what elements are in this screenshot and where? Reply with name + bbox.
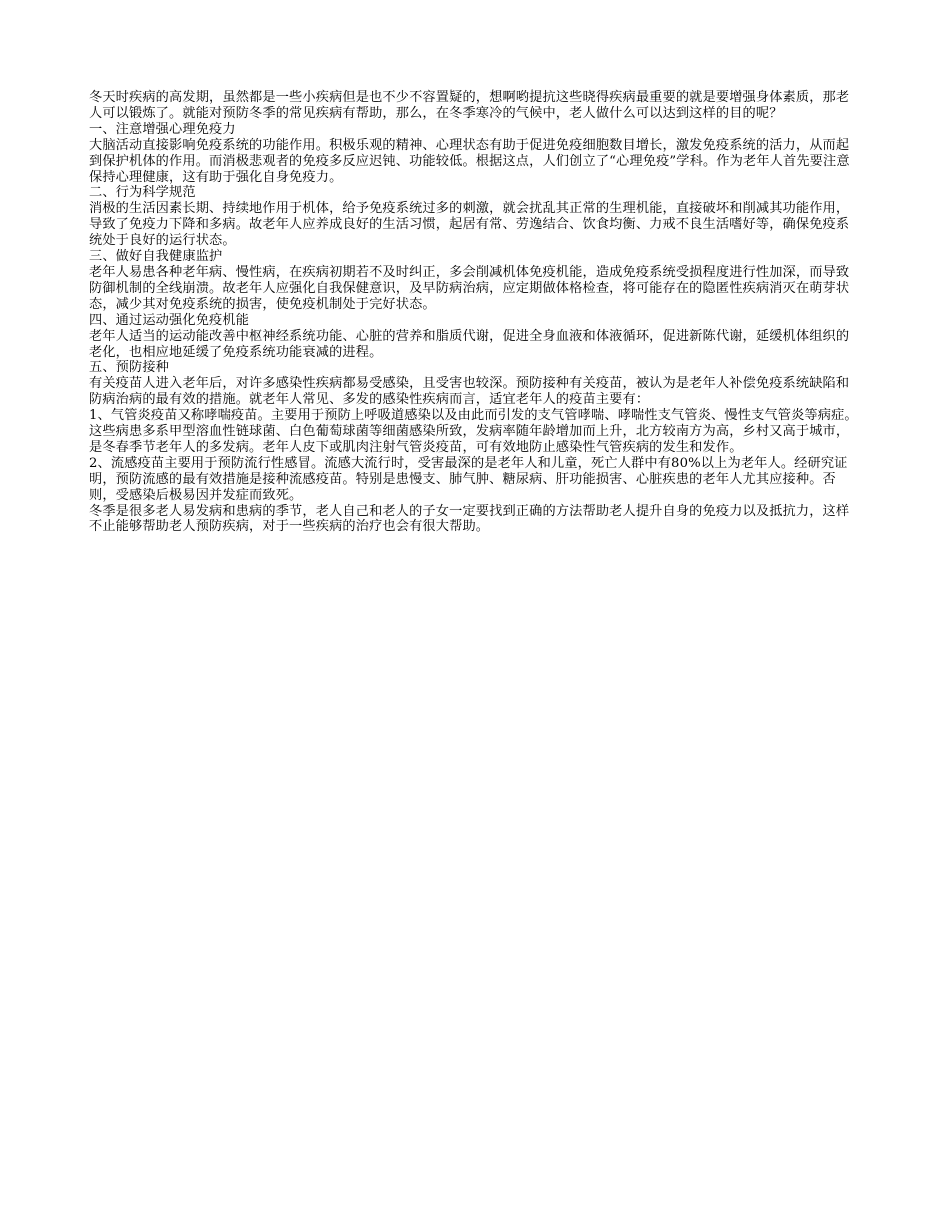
vaccine-item-2: 2、流感疫苗主要用于预防流行性感冒。流感大流行时，受害最深的是老年人和儿童，死亡人群中有80%以上为老年人。经研究证明，预防流感的最有效措施是接种流感疫苗。特别是患慢支、肺气肿、糖尿病、肝功能损害、心脏疾患的老年人尤其应接种。否则，受感染后极易因并发症而致死。 — [89, 455, 848, 503]
section-body-4: 老年人适当的运动能改善中枢神经系统功能、心脏的营养和脂质代谢，促进全身血液和体液循环，促进新陈代谢，延缓机体组织的老化，也相应地延缓了免疫系统功能衰减的进程。 — [89, 328, 850, 360]
section-body-3: 老年人易患各种老年病、慢性病，在疾病初期若不及时纠正，多会削减机体免疫机能，造成免疫系统受损程度进行性加深，而导致防御机制的全线崩溃。故老年人应强化自我保健意识，及早防病治病，应定期做体格检查，将可能存在的隐匿性疾病消灭在萌芽状态，减少其对免疫系统的损害，使免疫机制处于完好状态。 — [89, 264, 850, 312]
section-heading-4: 四、通过运动强化免疫机能 — [89, 312, 250, 328]
intro-paragraph: 冬天时疾病的高发期，虽然都是一些小疾病但是也不少不容置疑的，想啊哟提抗这些晓得疾病最重要的就是要增强身体素质，那老人可以锻炼了。就能对预防冬季的常见疾病有帮助，那么，在冬季寒冷的气候中，老人做什么可以达到这样的目的呢？ — [89, 90, 850, 121]
section-heading-1: 一、注意增强心理免疫力 — [89, 121, 236, 137]
section-heading-5: 五、预防接种 — [89, 360, 170, 376]
vaccine-item-1: 1、气管炎疫苗又称哮喘疫苗。主要用于预防上呼吸道感染以及由此而引发的支气管哮喘、哮喘性支气管炎、慢性支气管炎等病症。这些病患多系甲型溶血性链球菌、白色葡萄球菌等细菌感染所致，发病率随年龄增加而上升，北方较南方为高，乡村又高于城市，是冬春季节老年人的多发病。老年人皮下或肌肉注射气管炎疫苗，可有效地防止感染性气管疾病的发生和发作。 — [89, 408, 858, 455]
document-body — [89, 90, 861, 535]
section-body-2: 消极的生活因素长期、持续地作用于机体，给予免疫系统过多的刺激，就会扰乱其正常的生理机能，直接破坏和削减其功能作用，导致了免疫力下降和多病。故老年人应养成良好的生活习惯，起居有常、劳逸结合、饮食均衡、力戒不良生活嗜好等，确保免疫系统处于良好的运行状态。 — [89, 201, 850, 249]
section-body-5: 有关疫苗人进入老年后，对许多感染性疾病都易受感染，且受害也较深。预防接种有关疫苗，被认为是老年人补偿免疫系统缺陷和防病治病的最有效的措施。就老年人常见、多发的感染性疾病而言，适宜老年人的疫苗主要有： — [89, 376, 850, 408]
closing-paragraph: 冬季是很多老人易发病和患病的季节，老人自己和老人的子女一定要找到正确的方法帮助老人提升自身的免疫力以及抵抗力，这样不止能够帮助老人预防疾病，对于一些疾病的治疗也会有很大帮助。 — [89, 503, 850, 535]
section-heading-2: 二、行为科学规范 — [89, 185, 196, 201]
section-heading-3: 三、做好自我健康监护 — [89, 249, 223, 265]
section-body-1: 大脑活动直接影响免疫系统的功能作用。积极乐观的精神、心理状态有助于促进免疫细胞数目增长，激发免疫系统的活力，从而起到保护机体的作用。而消极悲观者的免疫多反应迟钝、功能较低。根据这点，人们创立了“心理免疫”学科。作为老年人首先要注意保持心理健康，这有助于强化自身免疫力。 — [89, 137, 850, 185]
